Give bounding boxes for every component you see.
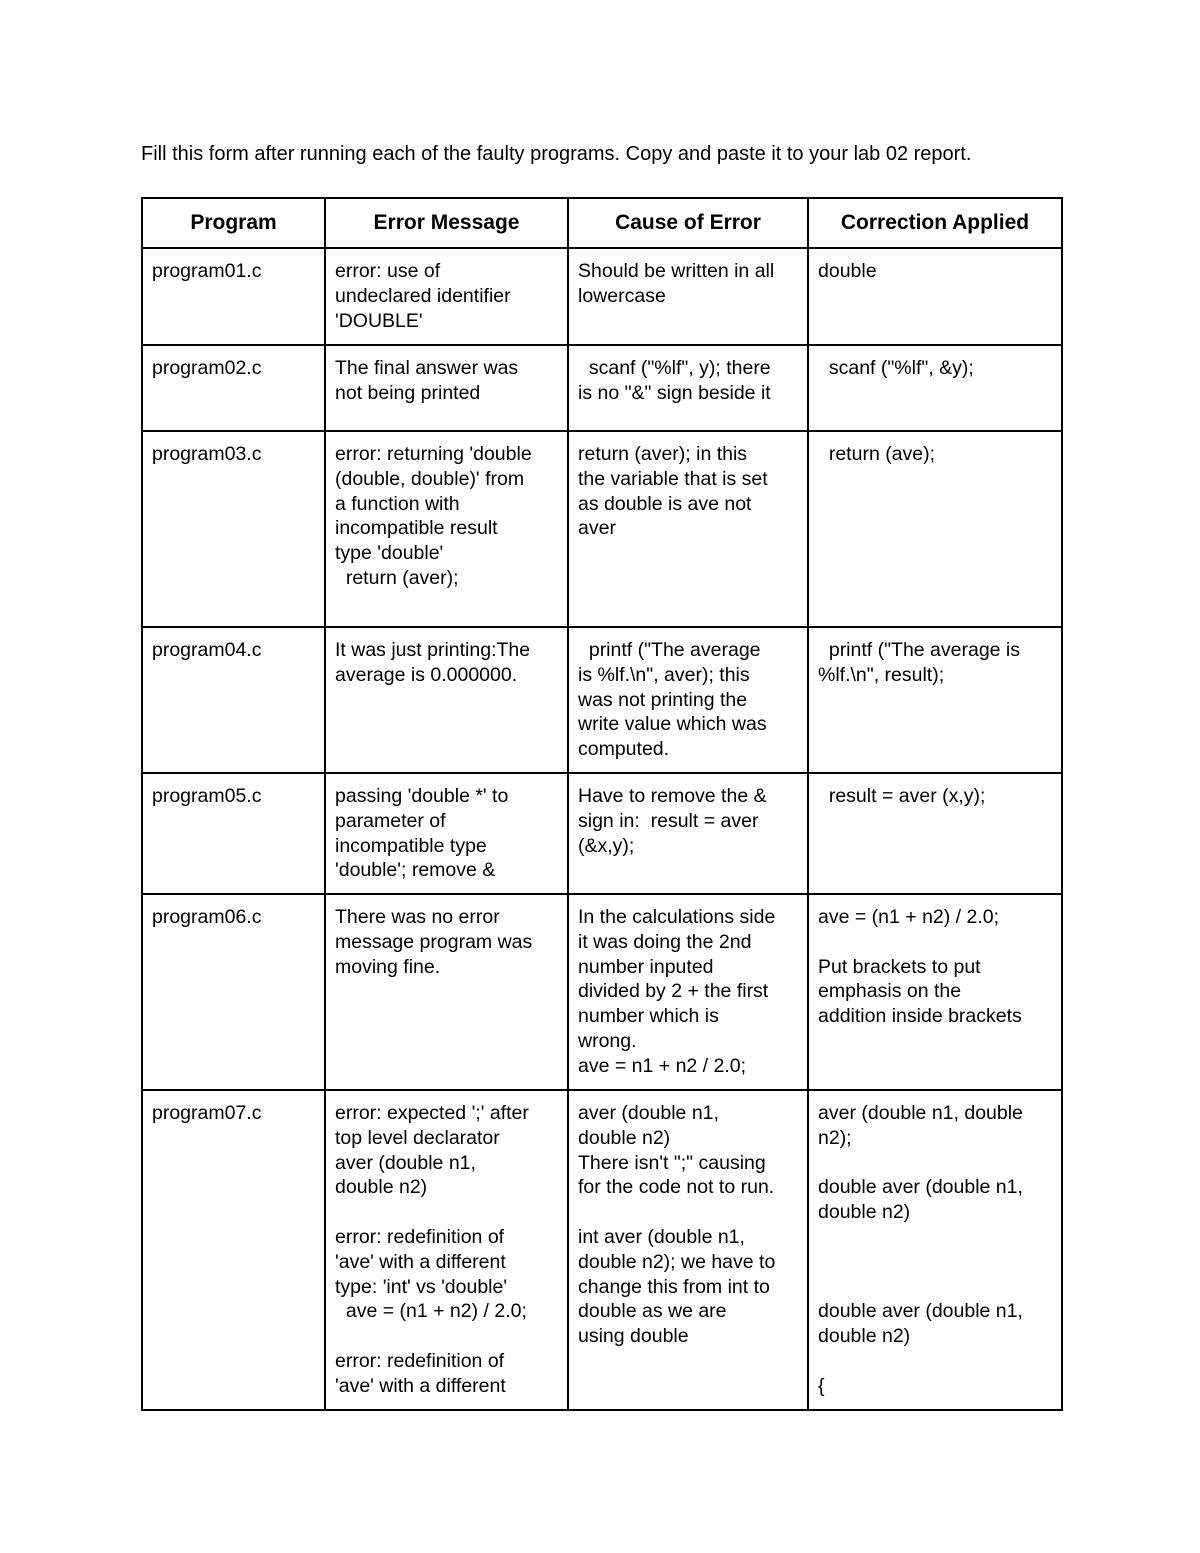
cause-cell <box>568 773 808 894</box>
cell-line: was not printing the <box>578 688 748 711</box>
cell-line: There was no error <box>335 906 500 928</box>
error-message-cell <box>325 431 568 627</box>
correction-cell <box>808 345 1062 431</box>
program-cell: program06.c <box>142 894 325 1090</box>
cell-line: type: 'int' vs 'double' <box>335 1275 508 1298</box>
cell-line: int aver (double n1, <box>578 1225 745 1248</box>
program-cell: program01.c <box>142 248 325 345</box>
cell-line: return (ave); <box>818 443 936 465</box>
cell-line: write value which was <box>578 713 767 736</box>
cell-line: There isn't ";" causing <box>578 1151 766 1174</box>
table-body <box>142 248 1062 1410</box>
cell-line: return (aver); in this <box>578 443 748 465</box>
cell-line: double aver (double n1, <box>818 1300 1023 1323</box>
cell-line: for the code not to run. <box>578 1176 775 1199</box>
cell-line: aver (double n1, <box>578 1102 719 1124</box>
table-row <box>142 773 1062 894</box>
cause-cell <box>568 345 808 431</box>
cause-cell <box>568 248 808 345</box>
cell-line: error: redefinition of <box>335 1225 505 1248</box>
cell-line: 'ave' with a different <box>335 1374 506 1397</box>
cell-line: scanf ("%lf", &y); <box>818 357 974 379</box>
cell-line: ave = (n1 + n2) / 2.0; <box>818 906 1000 928</box>
cell-line: double n2); we have to <box>578 1250 776 1273</box>
cell-line: change this from int to <box>578 1275 770 1298</box>
cell-line: 'ave' with a different <box>335 1250 506 1273</box>
cell-line: aver <box>578 517 616 540</box>
error-message-cell <box>325 627 568 773</box>
cause-cell <box>568 431 808 627</box>
cell-line: addition inside brackets <box>818 1005 1022 1028</box>
cell-line: passing 'double *' to <box>335 785 509 807</box>
cell-line <box>818 1151 1053 1176</box>
header-program: Program <box>142 198 325 248</box>
cell-line: 'DOUBLE' <box>335 309 423 332</box>
cell-line: It was just printing:The <box>335 639 531 661</box>
table-row <box>142 627 1062 773</box>
table-row <box>142 248 1062 345</box>
correction-cell <box>808 248 1062 345</box>
cell-line: message program was <box>335 930 533 953</box>
cell-line: scanf ("%lf", y); there <box>578 357 771 379</box>
cell-line <box>335 1324 559 1349</box>
cell-line <box>335 1200 559 1225</box>
header-correction-applied: Correction Applied <box>808 198 1062 248</box>
cell-line: lowercase <box>578 284 666 307</box>
cell-line <box>578 1200 799 1225</box>
cell-line: emphasis on the <box>818 980 962 1003</box>
cell-line: as double is ave not <box>578 492 752 515</box>
cell-line: %lf.\n", result); <box>818 663 945 686</box>
cell-line: double n2) <box>818 1325 911 1348</box>
cell-line: The final answer was <box>335 357 519 379</box>
cell-line: printf ("The average <box>578 639 761 661</box>
cell-line: double n2) <box>578 1126 671 1149</box>
cell-line: Should be written in all <box>578 260 775 282</box>
cell-line: divided by 2 + the first <box>578 980 769 1003</box>
correction-cell <box>808 431 1062 627</box>
instructions-text: Fill this form after running each of the faulty programs. Copy and paste it to your lab 02 report. <box>141 143 972 165</box>
cause-cell <box>568 894 808 1090</box>
cell-line: undeclared identifier <box>335 284 511 307</box>
header-error-message: Error Message <box>325 198 568 248</box>
cell-line: error: expected ';' after <box>335 1102 529 1124</box>
correction-cell <box>808 1090 1062 1410</box>
cell-line <box>818 1250 1053 1275</box>
cell-line: is %lf.\n", aver); this <box>578 663 750 686</box>
cell-line: using double <box>578 1325 689 1348</box>
cell-line: sign in: result = aver <box>578 809 759 832</box>
table-row <box>142 894 1062 1090</box>
table-row <box>142 345 1062 431</box>
cell-line: Have to remove the & <box>578 785 767 807</box>
cell-line: printf ("The average is <box>818 639 1021 661</box>
error-message-cell <box>325 894 568 1090</box>
cell-line: double <box>818 260 877 282</box>
cell-line: number which is <box>578 1005 719 1028</box>
cell-line: double aver (double n1, <box>818 1176 1023 1199</box>
cell-line: a function with <box>335 492 460 515</box>
cell-line: error: redefinition of <box>335 1349 505 1372</box>
cell-line: Put brackets to put <box>818 955 981 978</box>
cell-line: incompatible type <box>335 834 487 857</box>
cell-line: n2); <box>818 1126 852 1149</box>
cell-line: computed. <box>578 738 670 761</box>
cell-line: error: returning 'double <box>335 443 532 465</box>
program-cell: program07.c <box>142 1090 325 1410</box>
cell-line: aver (double n1, <box>335 1151 476 1174</box>
program-cell: program05.c <box>142 773 325 894</box>
table-row <box>142 1090 1062 1410</box>
cause-cell <box>568 1090 808 1410</box>
cell-line: 'double'; remove & <box>335 859 496 882</box>
cause-cell <box>568 627 808 773</box>
cell-line: moving fine. <box>335 955 441 978</box>
cell-line: type 'double' <box>335 542 444 565</box>
program-cell: program03.c <box>142 431 325 627</box>
cell-line: In the calculations side <box>578 906 776 928</box>
header-row <box>142 198 1062 248</box>
table-row <box>142 431 1062 627</box>
cell-line: double as we are <box>578 1300 727 1323</box>
cell-line: top level declarator <box>335 1126 500 1149</box>
correction-cell <box>808 627 1062 773</box>
program-cell: program02.c <box>142 345 325 431</box>
cell-line <box>818 1225 1053 1250</box>
error-message-cell <box>325 1090 568 1410</box>
cell-line: not being printed <box>335 381 481 404</box>
cell-line: parameter of <box>335 809 446 832</box>
cell-line: is no "&" sign beside it <box>578 381 771 404</box>
cell-line: number inputed <box>578 955 714 978</box>
error-form-table <box>141 197 1063 1411</box>
cell-line: error: use of <box>335 260 441 282</box>
cell-line: (double, double)' from <box>335 467 525 490</box>
error-message-cell <box>325 773 568 894</box>
cell-line: wrong. <box>578 1029 637 1052</box>
error-message-cell <box>325 248 568 345</box>
cell-line: average is 0.000000. <box>335 663 518 686</box>
correction-cell <box>808 773 1062 894</box>
cell-line: aver (double n1, double <box>818 1102 1023 1124</box>
cell-line: result = aver (x,y); <box>818 785 986 807</box>
cell-line: double n2) <box>818 1201 911 1224</box>
cell-line: it was doing the 2nd <box>578 930 752 953</box>
cell-line: return (aver); <box>335 566 459 589</box>
correction-cell <box>808 894 1062 1090</box>
cell-line: ave = n1 + n2 / 2.0; <box>578 1054 747 1077</box>
cell-line <box>818 1275 1053 1300</box>
cell-line: the variable that is set <box>578 467 768 490</box>
program-cell: program04.c <box>142 627 325 773</box>
cell-line <box>818 930 1053 955</box>
cell-line: double n2) <box>335 1176 428 1199</box>
header-cause-of-error: Cause of Error <box>568 198 808 248</box>
cell-line: ave = (n1 + n2) / 2.0; <box>335 1300 527 1323</box>
cell-line <box>818 1349 1053 1374</box>
cell-line: (&x,y); <box>578 834 635 857</box>
cell-line: { <box>818 1374 825 1397</box>
error-message-cell <box>325 345 568 431</box>
cell-line: incompatible result <box>335 517 498 540</box>
